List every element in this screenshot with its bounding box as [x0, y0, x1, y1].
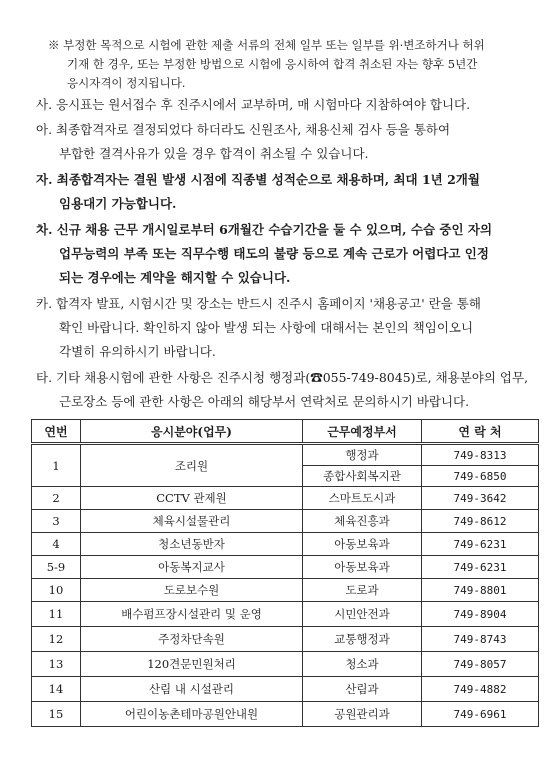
- cell-no: 1: [32, 444, 81, 487]
- cell-phone: 749-4882: [422, 677, 539, 702]
- cell-dept: 시민안전과: [303, 602, 422, 627]
- item-cha-line-1: 차. 신규 채용 근무 개시일로부터 6개월간 수습기간을 둘 수 있으며, 수습 중인 자의: [36, 222, 493, 237]
- item-cha-line-2: 업무능력의 부족 또는 직무수행 태도의 불량 등으로 계속 근로가 어렵다고 인정: [59, 246, 489, 261]
- cell-no: 2: [32, 487, 81, 510]
- cell-dept: 체육진흥과: [303, 510, 422, 533]
- header-dept: 근무예정부서: [303, 420, 422, 444]
- table-row: [32, 627, 539, 652]
- cell-no: 11: [32, 602, 81, 627]
- item-sa: 사. 응시표는 원서접수 후 진주시에서 교부하며, 매 시험마다 지참하여야 합니다.: [36, 97, 471, 112]
- table-row: [32, 510, 539, 533]
- cell-no: 15: [32, 702, 81, 727]
- cell-field: CCTV 관제원: [81, 487, 303, 510]
- cell-phone: 749-6850: [422, 466, 539, 487]
- asterisk-note-line-1: ※ 부정한 목적으로 시험에 관한 제출 서류의 전체 일부 또는 일부를 위·변조하거나 허위: [48, 38, 485, 52]
- cell-field: 주정차단속원: [81, 627, 303, 652]
- cell-no: 12: [32, 627, 81, 652]
- cell-no: 3: [32, 510, 81, 533]
- cell-field: 조리원: [81, 444, 303, 487]
- asterisk-note-line-3: 응시자격이 정지됩니다.: [67, 76, 186, 90]
- cell-phone: 749-8313: [422, 444, 539, 466]
- cell-field: 체육시설물관리: [81, 510, 303, 533]
- table-row: [32, 677, 539, 702]
- header-field: 응시분야(업무): [81, 420, 303, 444]
- cell-phone: 749-8801: [422, 579, 539, 602]
- cell-phone: 749-8612: [422, 510, 539, 533]
- table-row: [32, 602, 539, 627]
- cell-phone: 749-8904: [422, 602, 539, 627]
- cell-dept: 산림과: [303, 677, 422, 702]
- header-no: 연번: [32, 420, 81, 444]
- item-ta-line-2: 근로장소 등에 관한 사항은 아래의 해당부서 연락처로 문의하시기 바랍니다.: [59, 394, 470, 409]
- cell-dept: 도로과: [303, 579, 422, 602]
- asterisk-note-line-2: 기재 한 경우, 또는 부정한 방법으로 시험에 응시하여 합격 취소된 자는 향후 5년간: [67, 57, 478, 71]
- cell-no: 5-9: [32, 556, 81, 579]
- cell-field: 배수펌프장시설관리 및 운영: [81, 602, 303, 627]
- table-header-row: [32, 420, 539, 444]
- cell-phone: 749-8057: [422, 652, 539, 677]
- cell-field: 아동복지교사: [81, 556, 303, 579]
- cell-dept: 교통행정과: [303, 627, 422, 652]
- cell-dept: 아동보육과: [303, 533, 422, 556]
- item-ta-line-1: 타. 기타 채용시험에 관한 사항은 진주시청 행정과(☎055-749-8045)로, 채용분야의 업무,: [36, 370, 529, 385]
- item-ka-line-2: 확인 바랍니다. 확인하지 않아 발생 되는 사항에 대해서는 본인의 책임이오니: [59, 320, 474, 335]
- cell-no: 4: [32, 533, 81, 556]
- cell-dept: 스마트도시과: [303, 487, 422, 510]
- table-row: [32, 579, 539, 602]
- item-ka-line-1: 카. 합격자 발표, 시험시간 및 장소는 반드시 진주시 홈페이지 '채용공고' 란을 통해: [36, 296, 481, 311]
- table-row: [32, 702, 539, 727]
- cell-phone: 749-8743: [422, 627, 539, 652]
- cell-no: 13: [32, 652, 81, 677]
- item-a-line-2: 부합한 결격사유가 있을 경우 합격이 취소될 수 있습니다.: [59, 146, 369, 161]
- table-row: [32, 652, 539, 677]
- item-ja-line-2: 임용대기 가능합니다.: [59, 196, 177, 211]
- item-ja-line-1: 자. 최종합격자는 결원 발생 시점에 직종별 성적순으로 채용하며, 최대 1년 2개월: [36, 172, 480, 187]
- cell-field: 120견문민원처리: [81, 652, 303, 677]
- cell-dept: 공원관리과: [303, 702, 422, 727]
- cell-dept: 아동보육과: [303, 556, 422, 579]
- cell-dept: 행정과: [303, 444, 422, 466]
- cell-dept: 종합사회복지관: [303, 466, 422, 487]
- item-ka-line-3: 각별히 유의하시기 바랍니다.: [59, 344, 216, 359]
- table-row: [32, 533, 539, 556]
- cell-phone: 749-3642: [422, 487, 539, 510]
- item-cha-line-3: 되는 경우에는 계약을 해지할 수 있습니다.: [59, 270, 291, 285]
- cell-phone: 749-6231: [422, 556, 539, 579]
- cell-field: 어린이농촌테마공원안내원: [81, 702, 303, 727]
- table-row: [32, 444, 539, 466]
- cell-field: 청소년동반자: [81, 533, 303, 556]
- cell-no: 10: [32, 579, 81, 602]
- cell-no: 14: [32, 677, 81, 702]
- cell-dept: 청소과: [303, 652, 422, 677]
- cell-field: 산림 내 시설관리: [81, 677, 303, 702]
- cell-field: 도로보수원: [81, 579, 303, 602]
- cell-phone: 749-6961: [422, 702, 539, 727]
- item-a-line-1: 아. 최종합격자로 결정되었다 하더라도 신원조사, 채용신체 검사 등을 통하여: [36, 122, 451, 137]
- table-row: [32, 556, 539, 579]
- table-row: [32, 487, 539, 510]
- header-phone: 연 락 처: [422, 420, 539, 444]
- contacts-table: [31, 419, 539, 727]
- cell-phone: 749-6231: [422, 533, 539, 556]
